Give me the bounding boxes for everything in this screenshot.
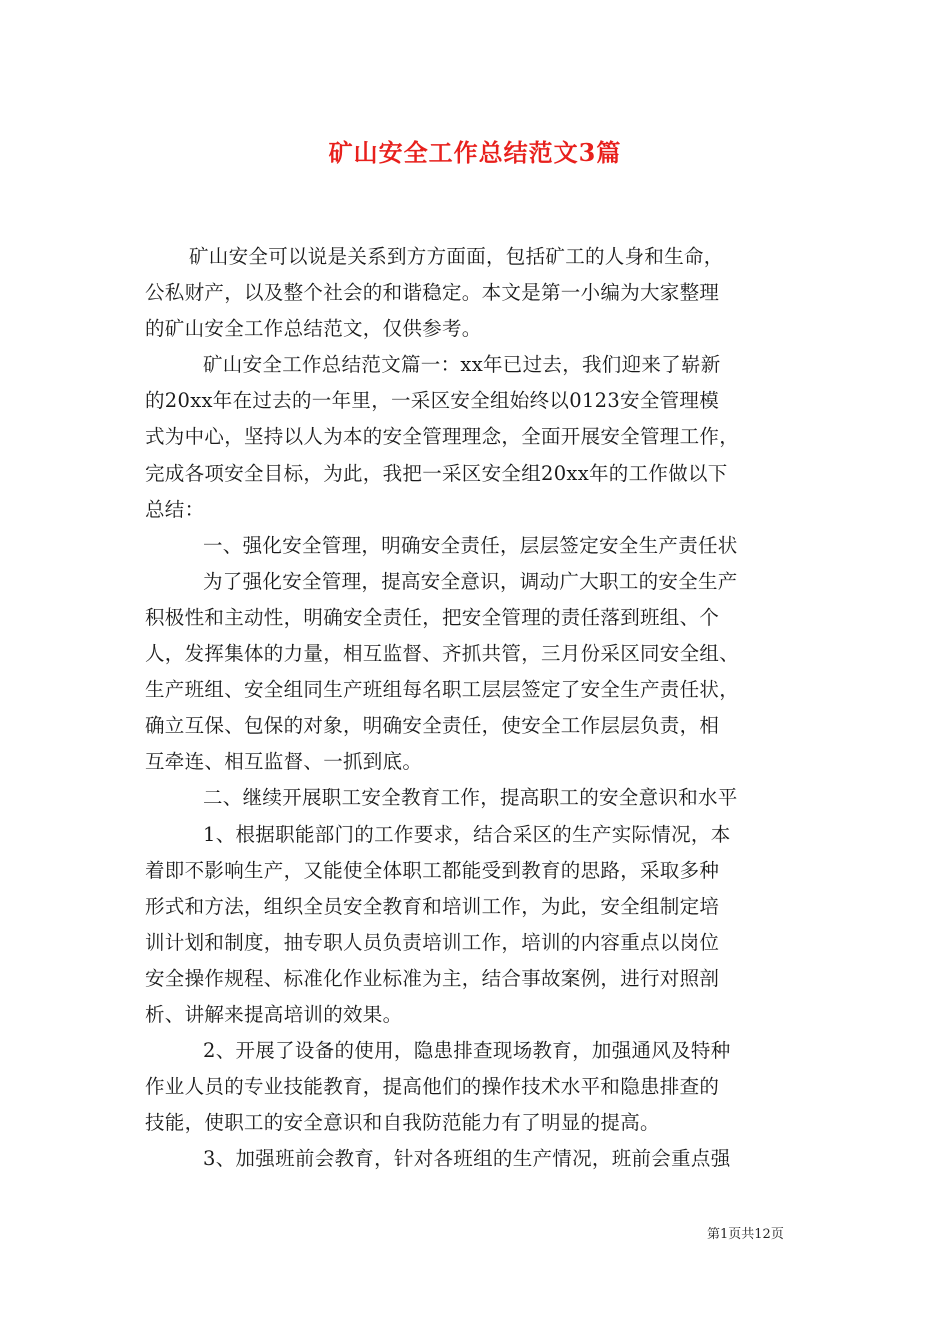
body-line: 生产班组、安全组同生产班组每名职工层层签定了安全生产责任状， — [145, 678, 740, 702]
body-line: 矿山安全可以说是关系到方方面面，包括矿工的人身和生命， — [189, 245, 724, 268]
body-line: 矿山安全工作总结范文篇一：xx年已过去，我们迎来了崭新 — [203, 353, 721, 377]
body-line: 二、继续开展职工安全教育工作，提高职工的安全意识和水平 — [203, 786, 738, 810]
body-line: 的20xx年在过去的一年里，一采区安全组始终以0123安全管理模 — [145, 389, 720, 413]
body-line: 总结： — [145, 497, 205, 521]
body-line: 互牵连、相互监督、一抓到底。 — [145, 750, 423, 774]
body-line: 1、根据职能部门的工作要求，结合采区的生产实际情况，本 — [203, 822, 731, 846]
body-line: 训计划和制度，抽专职人员负责培训工作，培训的内容重点以岗位 — [145, 930, 720, 954]
body-line: 一、强化安全管理，明确安全责任，层层签定安全生产责任状 — [203, 533, 738, 557]
body-line: 式为中心，坚持以人为本的安全管理理念，全面开展安全管理工作， — [145, 425, 740, 449]
document-title: 矿山安全工作总结范文3篇 — [328, 138, 622, 167]
body-line: 着即不影响生产，又能使全体职工都能受到教育的思路，采取多种 — [145, 858, 720, 882]
body-line: 析、讲解来提高培训的效果。 — [145, 1002, 403, 1026]
body-line: 2、开展了设备的使用，隐患排查现场教育，加强通风及特种 — [203, 1039, 731, 1063]
page-number: 第1页共12页 — [707, 1227, 784, 1242]
body-line: 作业人员的专业技能教育，提高他们的操作技术水平和隐患排查的 — [145, 1075, 720, 1099]
body-line: 确立互保、包保的对象，明确安全责任，使安全工作层层负责，相 — [145, 714, 720, 738]
body-line: 为了强化安全管理，提高安全意识，调动广大职工的安全生产 — [203, 569, 738, 593]
body-line: 形式和方法，组织全员安全教育和培训工作，为此，安全组制定培 — [145, 894, 720, 918]
body-line: 完成各项安全目标，为此，我把一采区安全组20xx年的工作做以下 — [145, 461, 728, 485]
body-line: 安全操作规程、标准化作业标准为主，结合事故案例，进行对照剖 — [145, 966, 720, 990]
body-line: 公私财产，以及整个社会的和谐稳定。本文是第一小编为大家整理 — [145, 281, 720, 305]
document-body — [145, 239, 810, 1177]
body-line: 3、加强班前会教育，针对各班组的生产情况，班前会重点强 — [203, 1147, 731, 1171]
body-line: 人，发挥集体的力量，相互监督、齐抓共管，三月份采区同安全组、 — [145, 642, 740, 666]
body-line: 技能，使职工的安全意识和自我防范能力有了明显的提高。 — [145, 1111, 660, 1135]
body-line: 的矿山安全工作总结范文，仅供参考。 — [145, 317, 482, 341]
body-line: 积极性和主动性，明确安全责任，把安全管理的责任落到班组、个 — [145, 605, 720, 629]
